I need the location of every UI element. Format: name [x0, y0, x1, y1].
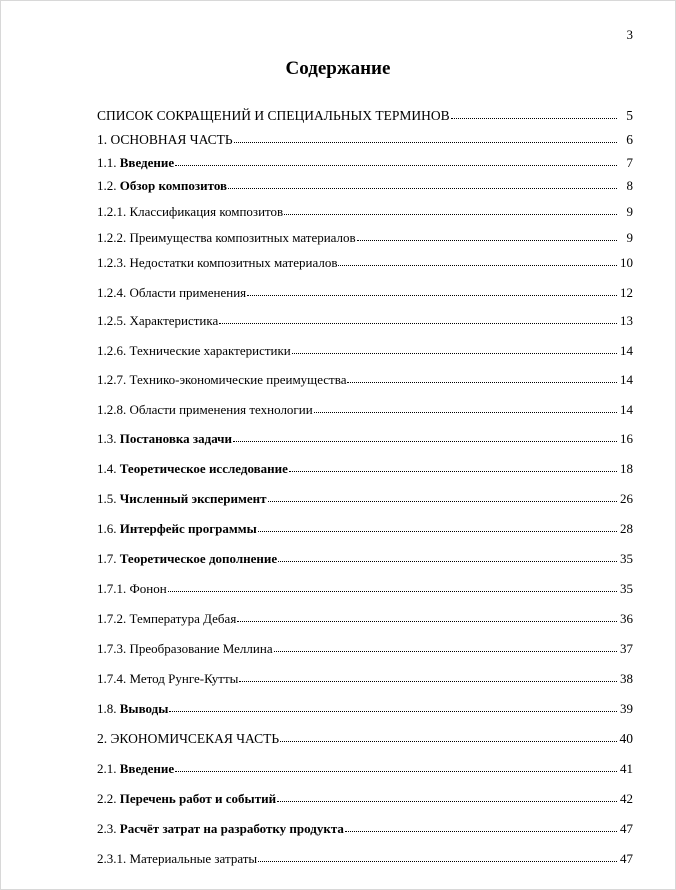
toc-entry-page: 39: [620, 701, 633, 716]
toc-entry-title: Преимущества композитных материалов: [129, 230, 356, 245]
dot-leader: [258, 861, 617, 862]
toc-entry-page: 35: [620, 551, 633, 566]
toc-entry-title: Расчёт затрат на разработку продукта: [119, 821, 344, 836]
toc-entry[interactable]: [97, 308, 633, 328]
toc-entry[interactable]: [97, 636, 633, 656]
toc-entry-page: 10: [620, 255, 633, 270]
toc-entry[interactable]: [97, 127, 633, 147]
toc-entry-page: 13: [620, 313, 633, 328]
toc-entry[interactable]: [97, 397, 633, 417]
dot-leader: [277, 801, 617, 802]
dot-leader: [219, 323, 617, 324]
toc-entry-number: 1.2.1.: [97, 204, 130, 219]
toc-entry-number: 1.5.: [97, 491, 120, 506]
toc-entry[interactable]: [97, 846, 633, 866]
toc-entry-title: Введение: [119, 761, 175, 776]
toc-entry[interactable]: [97, 199, 633, 219]
toc-entry-title: Технические характеристики: [129, 343, 291, 358]
dot-leader: [280, 741, 617, 742]
toc-entry[interactable]: [97, 103, 633, 123]
toc-entry-page: 9: [626, 204, 633, 219]
dot-leader: [247, 295, 617, 296]
toc-entry-page: 38: [620, 671, 633, 686]
dot-leader: [284, 214, 617, 215]
toc-entry-number: 1.2.8.: [97, 402, 130, 417]
dot-leader: [239, 681, 617, 682]
dot-leader: [345, 831, 617, 832]
toc-entry[interactable]: [97, 696, 633, 716]
dot-leader: [451, 118, 617, 119]
dot-leader: [228, 188, 617, 189]
toc-entry[interactable]: [97, 338, 633, 358]
toc-entry-title: Классификация композитов: [129, 204, 284, 219]
toc-entry-number: 1.2.: [97, 178, 120, 193]
toc-entry-title: Преобразование Меллина: [129, 641, 273, 656]
toc-entry[interactable]: [97, 280, 633, 300]
toc-entry-number: 1.2.4.: [97, 285, 130, 300]
dot-leader: [274, 651, 617, 652]
toc-entry-number: 1.2.3.: [97, 255, 130, 270]
toc-entry-title: ОСНОВНАЯ ЧАСТЬ: [110, 132, 233, 147]
dot-leader: [357, 240, 617, 241]
dot-leader: [237, 621, 617, 622]
toc-entry-title: Введение: [119, 155, 175, 170]
toc-entry[interactable]: [97, 786, 633, 806]
toc-entry-page: 35: [620, 581, 633, 596]
toc-entry-title: Обзор композитов: [119, 178, 228, 193]
toc-entry-number: 1.3.: [97, 431, 120, 446]
toc-entry-page: 47: [620, 851, 633, 866]
toc-entry-page: 26: [620, 491, 633, 506]
toc-entry-title: Интерфейс программы: [119, 521, 257, 536]
toc-entry[interactable]: [97, 576, 633, 596]
toc-entry-page: 42: [620, 791, 633, 806]
toc-entry[interactable]: [97, 726, 633, 746]
toc-entry-title: Недостатки композитных материалов: [129, 255, 338, 270]
toc-entry[interactable]: [97, 456, 633, 476]
page-title: Содержание: [285, 58, 391, 79]
toc-entry[interactable]: [97, 367, 633, 387]
toc-entry-title: Области применения технологии: [129, 402, 313, 417]
dot-leader: [268, 501, 617, 502]
toc-entry-title: Материальные затраты: [129, 851, 258, 866]
toc-entry-page: 12: [620, 285, 633, 300]
toc-entry-page: 14: [620, 402, 633, 417]
dot-leader: [234, 142, 617, 143]
toc-entry-page: 6: [626, 132, 633, 147]
dot-leader: [338, 265, 617, 266]
toc-entry-number: 1.4.: [97, 461, 120, 476]
toc-entry-number: 1.2.6.: [97, 343, 130, 358]
toc-entry-number: 1.7.4.: [97, 671, 130, 686]
toc-entry[interactable]: [97, 756, 633, 776]
toc-entry-page: 40: [619, 731, 633, 746]
toc-entry[interactable]: [97, 606, 633, 626]
toc-entry-title: Теоретическое дополнение: [119, 551, 278, 566]
toc-entry[interactable]: [97, 250, 633, 270]
toc-entry-number: 1.6.: [97, 521, 120, 536]
toc-entry-title: Области применения: [129, 285, 247, 300]
toc-entry-number: 1.7.: [97, 551, 120, 566]
toc-entry-number: 1.1.: [97, 155, 120, 170]
dot-leader: [289, 471, 617, 472]
dot-leader: [347, 382, 617, 383]
toc-entry-number: 2.3.: [97, 821, 120, 836]
dot-leader: [314, 412, 617, 413]
toc-entry[interactable]: [97, 666, 633, 686]
toc-entry-page: 8: [626, 178, 633, 193]
toc-entry[interactable]: [97, 546, 633, 566]
toc-entry-number: 1.7.1.: [97, 581, 130, 596]
toc-entry-page: 9: [626, 230, 633, 245]
toc-entry[interactable]: [97, 816, 633, 836]
toc-entry-page: 41: [620, 761, 633, 776]
toc-entry-title: Теоретическое исследование: [119, 461, 288, 476]
page-number: 3: [626, 27, 633, 42]
toc-entry[interactable]: [97, 426, 633, 446]
toc-entry-page: 37: [620, 641, 633, 656]
toc-entry-number: 2.2.: [97, 791, 120, 806]
dot-leader: [258, 531, 617, 532]
dot-leader: [292, 353, 617, 354]
toc-entry-number: 2.: [97, 731, 111, 746]
toc-entry[interactable]: [97, 150, 633, 170]
toc-entry-title: Технико-экономические преимущества: [129, 372, 347, 387]
toc-entry-page: 16: [620, 431, 633, 446]
toc-entry-number: 2.3.1.: [97, 851, 130, 866]
toc-entry-title: Численный эксперимент: [119, 491, 267, 506]
toc-entry[interactable]: [97, 173, 633, 193]
toc-entry-number: 1.2.7.: [97, 372, 130, 387]
dot-leader: [233, 441, 617, 442]
toc-entry-title: ЭКОНОМИЧСЕКАЯ ЧАСТЬ: [110, 731, 280, 746]
dot-leader: [175, 771, 617, 772]
dot-leader: [278, 561, 617, 562]
toc-entry[interactable]: [97, 486, 633, 506]
toc-entry-title: Фонон: [129, 581, 167, 596]
toc-entry-number: 1.7.2.: [97, 611, 130, 626]
toc-entry-page: 14: [620, 343, 633, 358]
toc-entry-title: Перечень работ и событий: [119, 791, 277, 806]
toc-entry-number: 1.8.: [97, 701, 120, 716]
dot-leader: [168, 591, 617, 592]
toc-entry-number: 1.: [97, 132, 111, 147]
toc-entry-page: 28: [620, 521, 633, 536]
dot-leader: [169, 711, 617, 712]
toc-entry-page: 36: [620, 611, 633, 626]
toc-entry-title: Характеристика: [129, 313, 219, 328]
toc-entry-page: 47: [620, 821, 633, 836]
toc-entry-page: 18: [620, 461, 633, 476]
toc-entry-title: Выводы: [119, 701, 169, 716]
toc-entry-page: 14: [620, 372, 633, 387]
toc-entry[interactable]: [97, 225, 633, 245]
toc-entry-page: 5: [626, 108, 633, 123]
toc-entry-title: Температура Дебая: [129, 611, 237, 626]
toc-entry-title: Постановка задачи: [119, 431, 233, 446]
toc-entry-number: 1.2.5.: [97, 313, 130, 328]
toc-entry-number: 1.7.3.: [97, 641, 130, 656]
toc-entry-number: 1.2.2.: [97, 230, 130, 245]
toc-entry-number: 2.1.: [97, 761, 120, 776]
dot-leader: [175, 165, 617, 166]
toc-entry-page: 7: [626, 155, 633, 170]
toc-entry-title: Метод Рунге-Кутты: [129, 671, 239, 686]
toc-entry[interactable]: [97, 516, 633, 536]
toc-entry-title: СПИСОК СОКРАЩЕНИЙ И СПЕЦИАЛЬНЫХ ТЕРМИНОВ: [97, 108, 450, 123]
